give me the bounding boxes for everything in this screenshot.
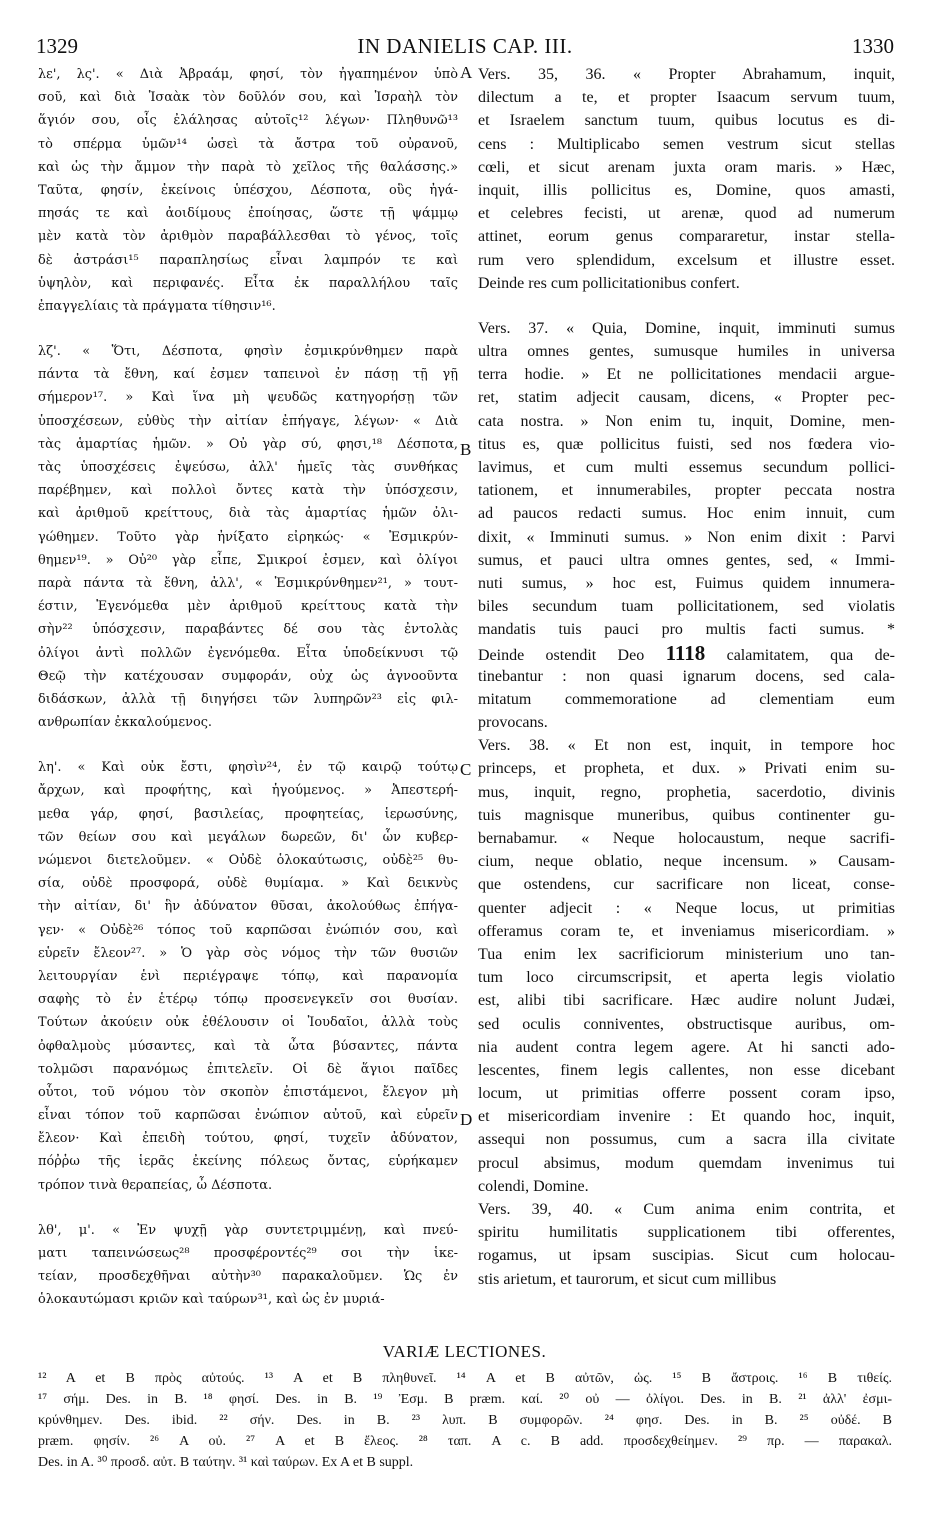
latin-text-line: provocans. xyxy=(478,714,548,732)
variae-note-line: præm. φησίν. ²⁶ A οὐ. ²⁷ A et B ἔλεος. ²⁸ ταπ. A c. B add. προσδεχθείημεν. ²⁹ πρ. — παρακαλ. xyxy=(38,1434,892,1449)
latin-text-line: offeramus coram te, et inveniamus misericordiam. » xyxy=(478,922,895,940)
latin-text-line: terra hodie. » Et ne pollicitationes mendacii argue- xyxy=(478,366,895,384)
greek-text-line: τείαν, προσδεχθῆναι αὐτὴν³⁰ παρακαλοῦμεν. Ὡς ἐν xyxy=(38,1269,458,1285)
greek-text-line: μὲν κατὰ τὸν ἀριθμὸν παραβάλλεσθαι τὸ γένος, τοῖς xyxy=(38,229,458,245)
greek-text-line: σήμερον¹⁷. » Καὶ ἵνα μὴ ψευδῶς κατηγορήσῃ τῶν xyxy=(38,390,458,406)
greek-text-line: εἶναι τόπον τοῦ καρπῶσαι ἐνώπιον αὐτοῦ, καὶ εὑρεῖν xyxy=(38,1108,458,1124)
greek-text-line: μεθα γάρ, φησί, βασιλείας, προφητείας, ἱερωσύνης, xyxy=(38,806,458,822)
greek-text-line: σοῦ, καὶ διὰ Ἰσαὰκ τὸν δοῦλόν σου, καὶ Ἰσραὴλ τὸν xyxy=(38,90,458,106)
latin-text-line: dixit, « Imminuti sumus. » Non enim dixit : Parvi xyxy=(478,528,895,546)
greek-text-line: νώμενοι διετελοῦμεν. « Οὐδὲ ὁλοκαύτωσις, οὐδὲ²⁵ θυ- xyxy=(38,853,458,868)
variae-note-line: ¹² A et B πρὸς αὐτούς. ¹³ A et B πληθυνεῖ. ¹⁴ A et B αὐτῶν, ὡς. ¹⁵ B ἄστροις. ¹⁶ B τιθείς. xyxy=(38,1371,892,1386)
greek-text-line: τὰς ὑποσχέσεις ἐψεύσω, ἀλλ' ἡμεῖς τὰς συνθήκας xyxy=(38,460,458,475)
variae-note-line: Des. in A. ³⁰ προσδ. αὐτ. B ταύτην. ³¹ καὶ ταύρων. Ex A et B suppl. xyxy=(38,1455,414,1470)
latin-text-line: tationem, et innumerabiles, propter peccata nostra xyxy=(478,482,895,500)
latin-text-line: rogamus, ut ipsam suscipias. Sicut cum holocau- xyxy=(478,1247,895,1265)
greek-text-line: ὀφθαλμοὺς μύσαντες, καὶ τὰ ὦτα βύσαντες, πάντα xyxy=(38,1038,458,1054)
latin-text-line: cata nostra. » Non enim tu, inquit, Domine, men- xyxy=(478,412,895,430)
greek-text-column xyxy=(38,63,458,1312)
greek-text-line: ἄρχων, καὶ προφήτης, καὶ ἡγούμενος. » Ἀπεστερή- xyxy=(38,783,458,799)
greek-text-line: Ταῦτα, φησίν, ἐκείνοις ὑπέσχου, Δέσποτα, οὓς ἠγά- xyxy=(38,182,458,198)
variae-note-line: κρύνθημεν. Des. ibid. ²² σήν. Des. in B. ²³ λυπ. B συμφορῶν. ²⁴ φησ. Des. in B. ²⁵ οὐδέ. B xyxy=(38,1413,892,1428)
latin-text-column xyxy=(478,63,895,1291)
greek-text-line: λη'. « Καὶ οὐκ ἔστι, φησὶν²⁴, ἐν τῷ καιρῷ τούτῳ xyxy=(38,760,458,776)
latin-text-line: dilectum a te, et propter Isaacum servum tuum, xyxy=(478,89,895,107)
latin-text-line: biles secundum tuam pollicitationem, sed violatis xyxy=(478,598,895,616)
latin-text-line: nuti sumus, » hoc est, Fuimus quidem innumera- xyxy=(478,574,895,592)
greek-text-line: γώθημεν. Τοῦτο γὰρ ἠνίξατο εἰρηκώς· « Ἐσμικρύν- xyxy=(38,529,458,545)
latin-text-line: mitatum commemoratione ad clementiam eum xyxy=(478,690,895,708)
greek-text-line: ὑποσχέσεων, εὐθὺς τὴν αἰτίαν ἐπήγαγε, λέγων· « Διὰ xyxy=(38,413,458,429)
greek-text-line: οὗτοι, τοῦ νόμου τὸν σκοπὸν ἐπιστάμενοι, ἔλεγον μὴ xyxy=(38,1084,458,1100)
variae-lectiones-notes xyxy=(38,1368,892,1473)
latin-text-line: sed oculis conniventes, obstructisque auribus, om- xyxy=(478,1015,895,1033)
greek-text-line: καὶ ἀριθμοῦ κρείττους, διὰ τὰς ἁμαρτίας ἡμῶν ὀλι- xyxy=(38,506,458,522)
greek-text-line: δὲ ἀστράσι¹⁵ παραπλησίως εἶναι λαμπρόν τε καὶ xyxy=(38,252,458,268)
latin-text-line: mus, inquit, regno, prophetia, sacerdotio, divinis xyxy=(478,783,895,801)
greek-text-line: καὶ ὡς τὴν ἄμμον τὴν παρὰ τὸ χεῖλος τῆς θαλάσσης.» xyxy=(38,159,458,175)
latin-text-line: attinet, eorum genus compararetur, instar stella- xyxy=(478,228,895,246)
latin-paragraph-gap xyxy=(478,295,895,317)
latin-text-line: cœli, et sicut arenam juxta oram maris. » Hæc, xyxy=(478,158,895,176)
greek-text-line: ὁλοκαυτώμασι κριῶν καὶ ταύρων³¹, καὶ ὡς ἐν μυριά- xyxy=(38,1292,385,1308)
latin-text-line: ultra omnes gentes, sumusque humiles in universa xyxy=(478,343,895,361)
greek-text-line: τὴν αἰτίαν, δι' ἣν ἀδύνατον θῦσαι, ἀκολούθως ἐπήγα- xyxy=(38,899,458,915)
latin-text-line: cens : Multiplicabo semen vestrum sicut stellas xyxy=(478,135,895,153)
greek-text-line: γεν· « Οὐδὲ²⁶ τόπος τοῦ καρπῶσαι ἐνώπιόν σου, καὶ xyxy=(38,922,458,938)
greek-paragraph-gap xyxy=(38,318,458,340)
greek-text-line: σία, οὐδὲ προσφορά, οὐδὲ θυμίαμα. » Καὶ δεικνὺς xyxy=(38,876,458,892)
greek-text-line: θημεν¹⁹. » Οὐ²⁰ γὰρ εἶπε, Σμικροί ἐσμεν, καὶ ὀλίγοι xyxy=(38,552,458,568)
greek-text-line: σὴν²² ὑπόσχεσιν, παραβάντες δέ σου τὰς ἐντολὰς xyxy=(38,622,458,638)
page-number-right: 1330 xyxy=(852,34,894,58)
latin-text-line: Tua enim lex sacrificiorum ministerium uno tan- xyxy=(478,945,895,963)
greek-text-line: τὸ σπέρμα ὑμῶν¹⁴ ὡσεὶ τὰ ἄστρα τοῦ οὐρανοῦ, xyxy=(38,136,458,152)
latin-text-line: Deinde ostendit Deo 1118 calamitatem, qua de- xyxy=(478,641,895,665)
greek-text-line: λθ', μ'. « Ἐν ψυχῇ γὰρ συντετριμμένῃ, καὶ πνεύ- xyxy=(38,1222,458,1238)
greek-text-line: ανθρωπίαν ἐκκαλούμενος. xyxy=(38,715,213,731)
greek-text-line: εὑρεῖν ἔλεον²⁷. » Ὁ γὰρ σὸς νόμος τὴν τῶν θυσιῶν xyxy=(38,945,458,961)
latin-text-line: lescentes, finem legis callentes, non esse dicebant xyxy=(478,1061,895,1079)
latin-text-line: princeps, et propheta, et dux. » Privati enim su- xyxy=(478,760,895,778)
latin-text-line: Deinde res cum pollicitationibus confert. xyxy=(478,274,740,292)
page-number-left: 1329 xyxy=(36,34,78,58)
greek-text-line: ματι ταπεινώσεως²⁸ προσφέροντές²⁹ σοι τὴν ἱκε- xyxy=(38,1246,458,1261)
greek-text-line: τὰς ἁμαρτίας ἡμῶν. » Οὐ γὰρ σύ, φησι,¹⁸ Δέσποτα, xyxy=(38,436,458,452)
greek-text-line: λζ'. « Ὅτι, Δέσποτα, φησὶν ἐσμικρύνθημεν παρὰ xyxy=(38,344,458,360)
latin-text-line: est, alibi tibi sacrificare. Hæc audire nolunt Judæi, xyxy=(478,992,895,1010)
greek-text-line: πάντα τὰ ἔθνη, καί ἐσμεν ταπεινοὶ ἐν πάσῃ τῇ γῇ xyxy=(38,367,458,383)
latin-text-line: assequi non possumus, cum a sacra illa civitate xyxy=(478,1131,895,1149)
latin-text-line: et Israelem sanctum tuum, quibus locutus es di- xyxy=(478,112,895,130)
latin-text-line: Vers. 38. « Et non est, inquit, in tempore hoc xyxy=(478,737,895,755)
latin-text-line: ad paucos redacti sumus. Hoc enim innuit, cum xyxy=(478,505,895,523)
variae-note-line: ¹⁷ σήμ. Des. in B. ¹⁸ φησί. Des. in B. ¹⁹ Ἐσμ. B præm. καί. ²⁰ οὐ — ὀλίγοι. Des. in B. ²¹ ἀλλ' ἐσμι- xyxy=(38,1392,892,1407)
greek-text-line: τρόπον τινὰ θεραπείας, ὦ Δέσποτα. xyxy=(38,1177,273,1193)
latin-text-line: et misericordiam invenire : Et quando hoc, inquit, xyxy=(478,1108,895,1126)
latin-text-line: procul absimus, modum quemdam invenimus tui xyxy=(478,1154,895,1172)
latin-text-line: et celebres fecisti, ut arenæ, quod ad numerum xyxy=(478,205,895,223)
latin-text-line: rum vero splendidum, excelsum et illustre esset. xyxy=(478,251,895,269)
latin-text-line: spiritu humilitatis supplicationem tibi offerentes, xyxy=(478,1224,895,1242)
greek-text-line: σαφὴς τὸ ἐν ἑτέρῳ τόπῳ προσενεγκεῖν σοι θυσίαν. xyxy=(38,992,458,1008)
greek-text-line: λειτουργίαν ἑνὶ περιέγραψε τόπῳ, καὶ παρανομία xyxy=(38,968,458,984)
greek-text-line: Τούτων ἀκούειν οὐκ ἐθέλουσιν οἱ Ἰουδαῖοι, ἀλλὰ τοὺς xyxy=(38,1015,458,1031)
column-reference-number: 1118 xyxy=(665,641,706,665)
greek-paragraph-gap xyxy=(38,734,458,756)
latin-text-line: locum, ut primitias offerre possent coram ipso, xyxy=(478,1085,895,1103)
section-marker-d: D xyxy=(460,1110,473,1129)
latin-text-line: quenter adjecit : « Neque locus, ut primitias xyxy=(478,899,895,917)
greek-text-line: ἔλεον· Καὶ ἐπειδὴ τούτου, φησί, τυχεῖν ἀδύνατον, xyxy=(38,1131,458,1147)
latin-text-line: tinebantur : non quasi ignarum docens, sed cala- xyxy=(478,667,895,685)
section-marker-c: C xyxy=(460,760,472,779)
latin-text-line: stis arietum, et taurorum, et sicut cum millibus xyxy=(478,1270,777,1288)
latin-text-line: Vers. 39, 40. « Cum anima enim contrita, et xyxy=(478,1201,895,1218)
latin-text-line: cium, neque oblatio, neque incensum. » Causam- xyxy=(478,853,895,871)
greek-text-line: ὀλίγοι ἀντὶ πολλῶν ἐγενόμεθα. Εἶτα ὑποδείκνυσι τῷ xyxy=(38,645,458,661)
section-marker-b: B xyxy=(460,440,472,459)
greek-text-line: ἐπαγγελίαις τὰ πράγματα τίθησιν¹⁶. xyxy=(38,298,276,314)
greek-text-line: παρὰ πάντα τὰ ἔθνη, ἀλλ', « Ἐσμικρύνθημεν²¹, » τουτ- xyxy=(38,575,458,591)
variae-lectiones-title: VARIÆ LECTIONES. xyxy=(382,1342,547,1361)
greek-text-line: πόῤῥω τῆς ἱερᾶς ἐκείνης πόλεως ὄντας, εὑρήκαμεν xyxy=(38,1154,458,1170)
latin-text-line: Vers. 35, 36. « Propter Abrahamum, inquit, xyxy=(478,66,895,83)
latin-text-line: colendi, Domine. xyxy=(478,1177,589,1195)
greek-text-line: πησάς τε καὶ ἀοιδίμους ἐποίησας, ὥστε τῇ ψάμμῳ xyxy=(38,206,458,222)
latin-text-line: sumus, et pauci ultra omnes gentes, sed, « Immi- xyxy=(478,551,895,569)
page-title: IN DANIELIS CAP. III. xyxy=(357,34,573,58)
latin-text-line: nia audent contra legem agere. At hi sancti ado- xyxy=(478,1038,895,1056)
greek-text-line: λε', λς'. « Διὰ Ἀβραάμ, φησί, τὸν ἠγαπημένον ὑπὸ xyxy=(38,67,458,82)
latin-text-line: mandatis tuis pauci pro multis facti sumus. * xyxy=(478,621,895,639)
greek-paragraph-gap xyxy=(38,1197,458,1219)
greek-text-line: έστιν, Ἐγενόμεθα μὲν ἀριθμοῦ κρείττους κατὰ τὴν xyxy=(38,599,458,615)
greek-text-line: ἅγιόν σου, οἷς ἐλάλησας αὐτοῖς¹² λέγων· Πληθυνῶ¹³ xyxy=(38,113,458,129)
latin-text-line: bernabamur. « Neque holocaustum, neque sacrifi- xyxy=(478,830,895,847)
latin-text-line: titus es, quæ pollicitus fuisti, sed nos fœdera vio- xyxy=(478,435,895,453)
latin-text-line: tum loco circumscripsit, et aperta legis violatio xyxy=(478,969,895,987)
running-header xyxy=(36,34,894,60)
latin-text-line: Vers. 37. « Quia, Domine, inquit, imminuti sumus xyxy=(478,319,895,337)
latin-text-line: inquit, illis pollicitus es, Domine, quos amasti, xyxy=(478,181,895,199)
greek-text-line: τῶν θείων σου καὶ μεγάλων δωρεῶν, δι' ὧν κυβερ- xyxy=(38,829,458,845)
latin-text-line: ret, statim adjecit causam, dicens, « Propter pec- xyxy=(478,389,895,407)
latin-text-line: lavimus, et cum multi essemus secundum pollici- xyxy=(478,459,895,476)
greek-text-line: παρέβημεν, καὶ πολλοὶ ὄντες κατὰ τὴν ὑπόσχεσιν, xyxy=(38,483,458,499)
latin-text-line: que ostendens, cur sacrificare non liceat, conse- xyxy=(478,876,895,894)
section-marker-a: A xyxy=(460,63,473,82)
greek-text-line: Θεῷ τὴν κατέχουσαν συμφοράν, οὐχ ὡς ἀγνοοῦντα xyxy=(38,668,458,684)
latin-text-line: tuis magnisque muneribus, quibus continenter gu- xyxy=(478,806,895,824)
greek-text-line: διδάσκων, ἀλλὰ τῇ διηγήσει τῶν λυπηρῶν²³ εἰς φιλ- xyxy=(38,691,458,707)
greek-text-line: τολμῶσι παρανόμως ἐπιτελεῖν. Οἱ δὲ ἅγιοι παῖδες xyxy=(38,1061,458,1077)
greek-text-line: ὑψηλὸν, καὶ περιφανές. Εἶτα ἐκ παραλλήλου ταῖς xyxy=(38,275,458,291)
